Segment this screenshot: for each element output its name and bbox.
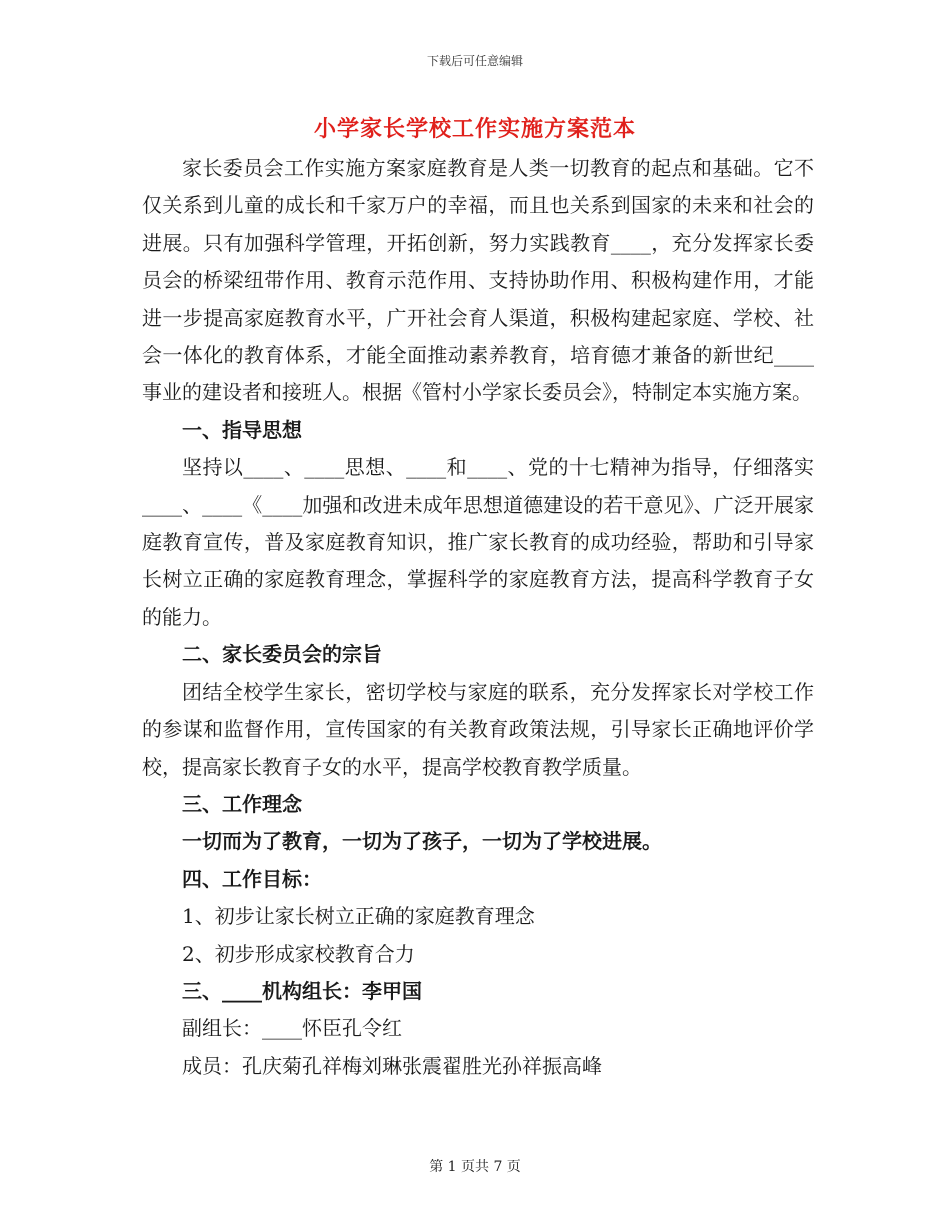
page-footer: 第 1 页共 7 页 [429,1159,521,1175]
section-heading-purpose: 二、家长委员会的宗旨 [182,642,382,667]
section-body-philosophy: 一切而为了教育，一切为了孩子，一切为了学校进展。 [182,829,662,854]
section-heading-goals: 四、工作目标： [182,866,322,891]
document-body [142,150,814,1085]
goal-item: 1、初步让家长树立正确的家庭教育理念 [182,904,535,929]
header-note: 下载后可任意编辑 [426,54,523,68]
section-heading-organization: 三、____机构组长：李甲国 [182,978,422,1003]
goal-item: 2、初步形成家校教育合力 [182,941,415,966]
document-title: 小学家长学校工作实施方案范本 [313,116,636,142]
section-body-guiding-thought: 坚持以____、____思想、____和____、党的十七精神为指导，仔细落实____、____《____加强和改进未成年思想道德建设的若干意见》、广泛开展家庭教育宣传，普及家庭教育知识，推广家长教育的成功经验，帮助和引导家长树立正确的家庭教育理念，掌握科学的家庭教育方法，提高科学教育子女的能力。 [142,455,814,629]
deputy-leader-line: 副组长：____怀臣孔令红 [182,1016,402,1041]
section-heading-philosophy: 三、工作理念 [182,791,302,816]
intro-paragraph: 家长委员会工作实施方案家庭教育是人类一切教育的起点和基础。它不仅关系到儿童的成长和千家万户的幸福，而且也关系到国家的未来和社会的进展。只有加强科学管理，开拓创新，努力实践教育____，充分发挥家长委员会的桥梁纽带作用、教育示范作用、支持协助作用、积极构建作用，才能进一步提高家庭教育水平，广开社会育人渠道，积极构建起家庭、学校、社会一体化的教育体系，才能全面推动素养教育，培育德才兼备的新世纪____事业的建设者和接班人。根据《管村小学家长委员会》，特制定本实施方案。 [142,156,814,405]
section-body-purpose: 团结全校学生家长，密切学校与家庭的联系，充分发挥家长对学校工作的参谋和监督作用，宣传国家的有关教育政策法规，引导家长正确地评价学校，提高家长教育子女的水平，提高学校教育教学质量。 [142,679,814,779]
section-heading-guiding-thought: 一、指导思想 [182,417,302,442]
members-line: 成员：孔庆菊孔祥梅刘琳张震翟胜光孙祥振高峰 [182,1053,602,1078]
